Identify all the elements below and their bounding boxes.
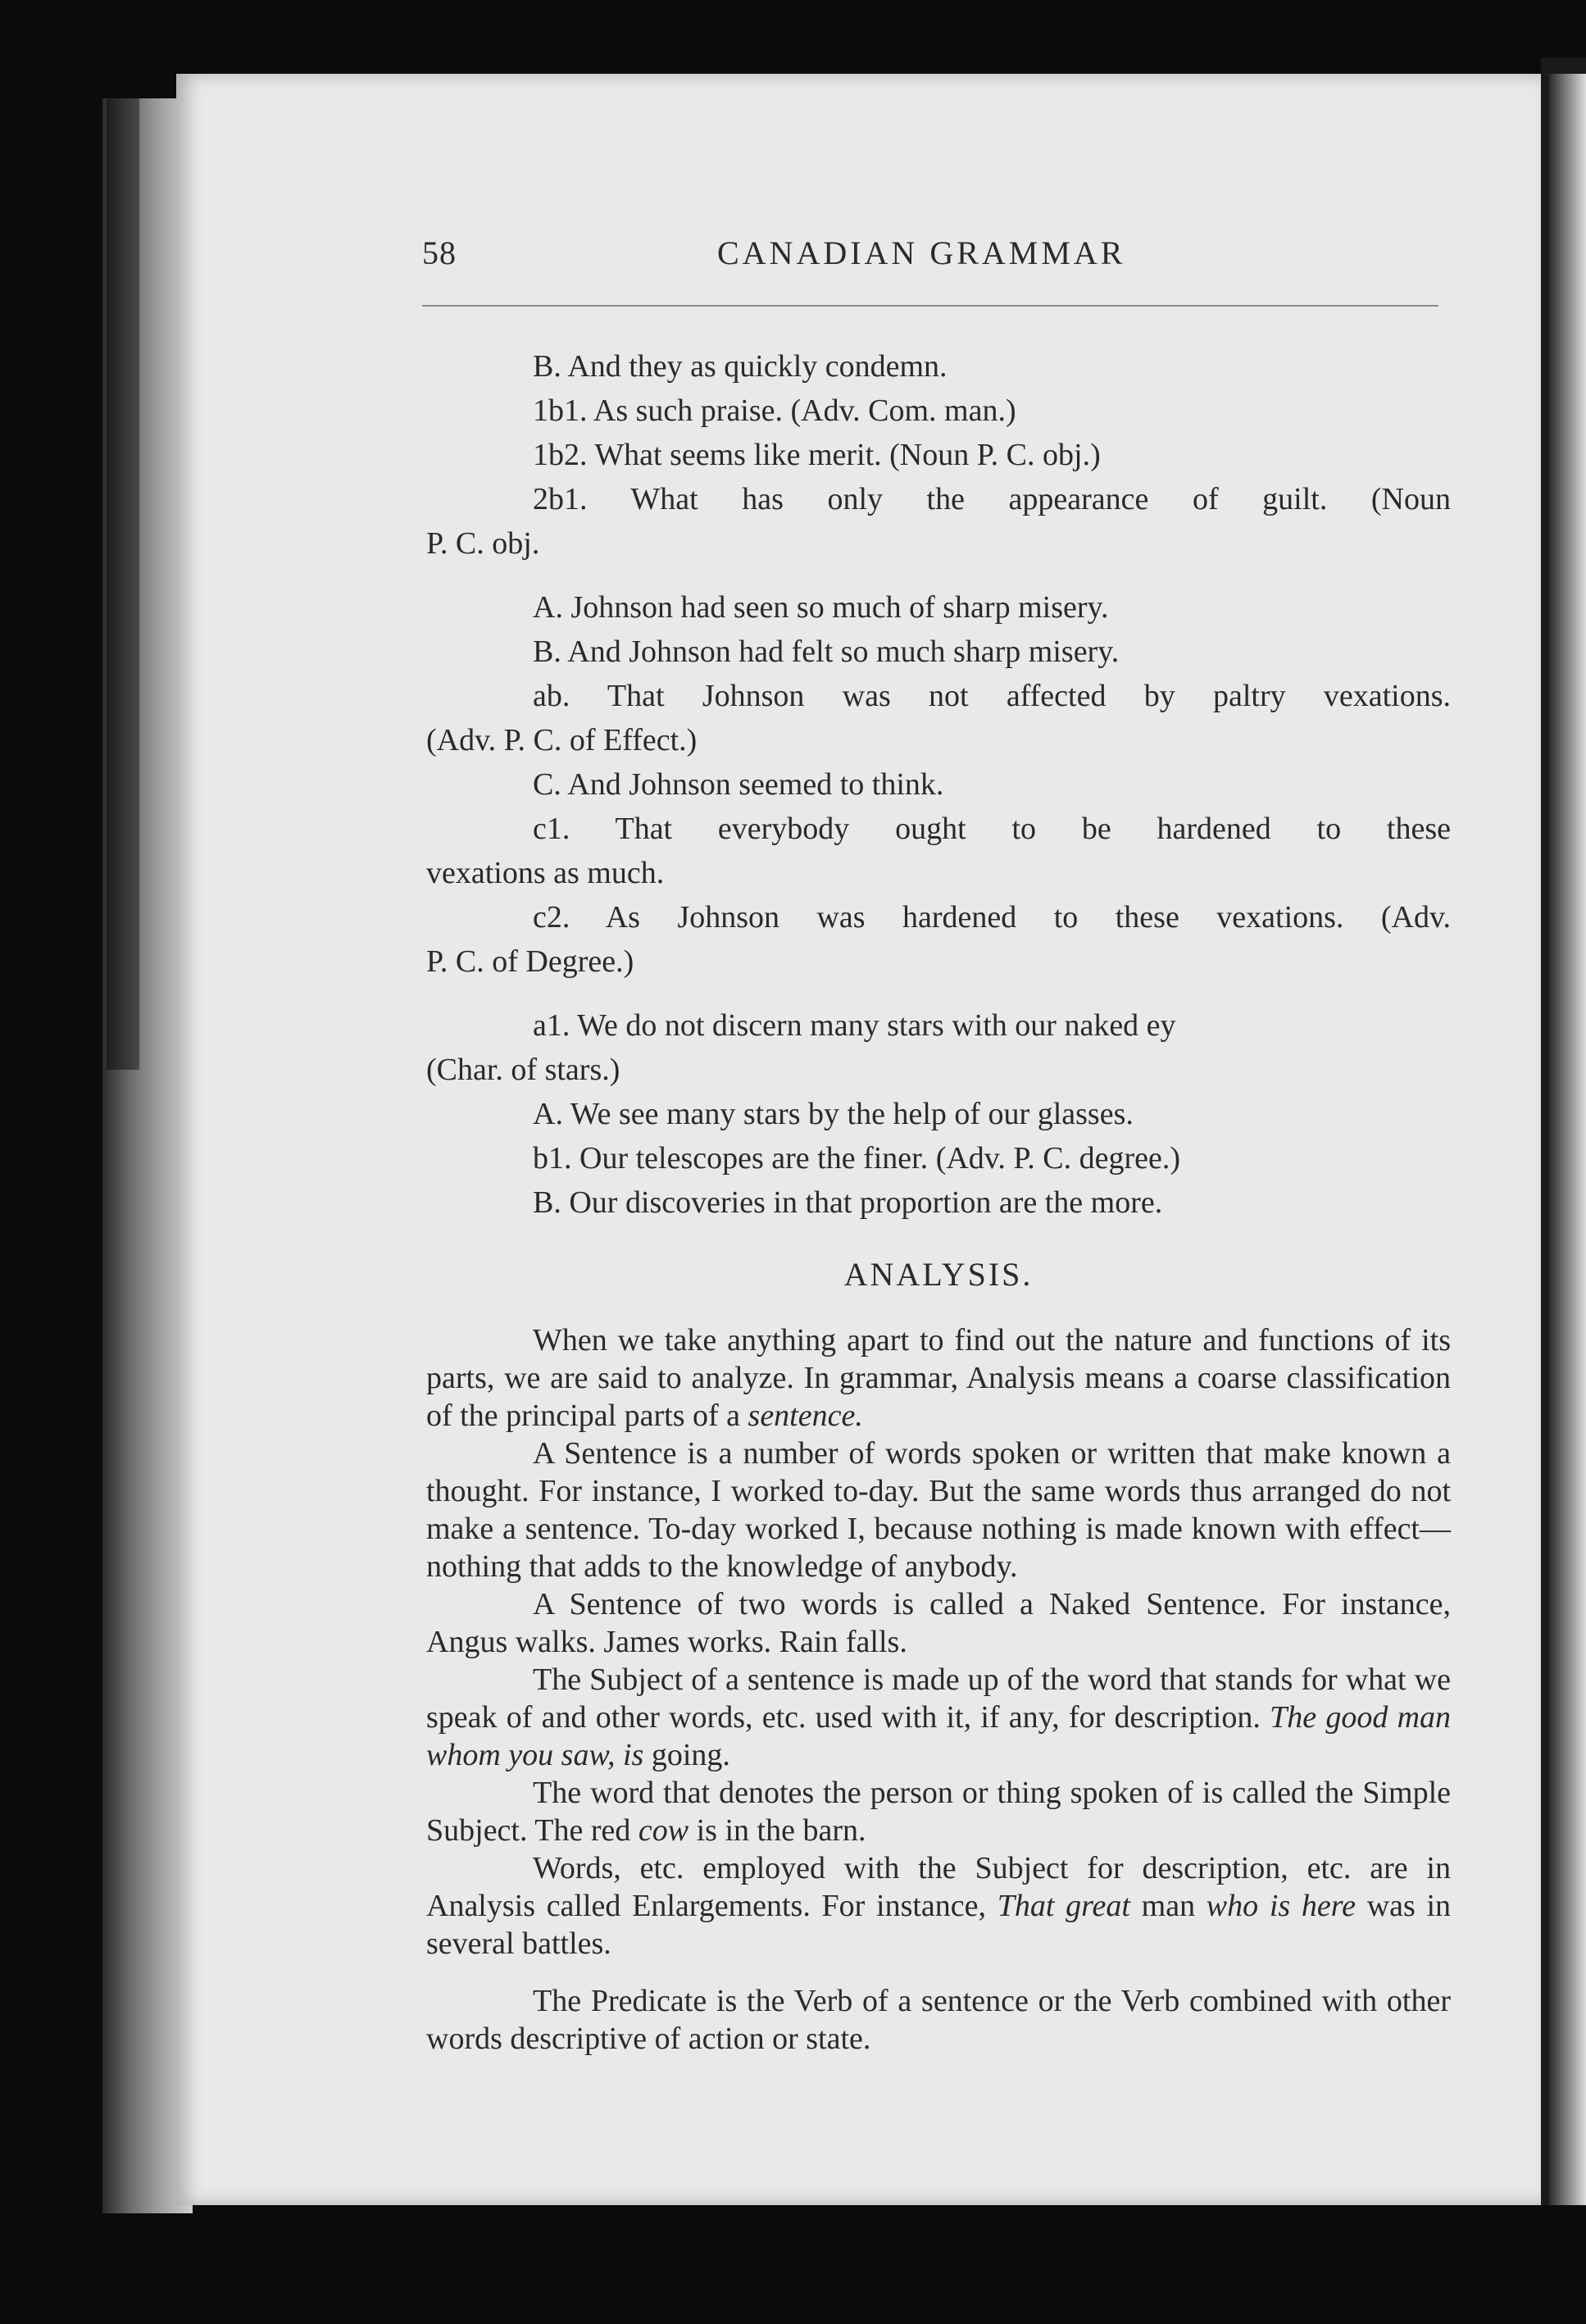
paragraph-text: was in several battles. [426,1889,1452,1961]
paragraph-text: going. [651,1738,730,1772]
text-line: 2b1. What has only the appearance of guilt. (Noun [533,482,1451,516]
book-spine-shadow [107,98,139,1070]
paragraph-text: When we take anything apart to find out the nature and functions of its parts, we are said to analyze. In grammar, Analysis means a coarse classification of the principal parts of a [426,1323,1451,1433]
next-page-edge [1549,74,1586,2205]
text-line: C. And Johnson seemed to think. [533,767,944,802]
paragraph [426,1585,1451,1661]
paragraph-text: is in the barn. [696,1813,866,1848]
paragraph-text: The Predicate is the Verb of a sentence or the Verb combined with other words descriptive of action or state. [426,1984,1451,2056]
paragraph [426,1982,1451,2058]
page-header [422,234,1438,283]
text-line: a1. We do not discern many stars with our naked ey [533,1008,1176,1043]
text-line: ab. That Johnson was not affected by paltry vexations. [533,679,1451,713]
paragraph-text: A Sentence of two words is called a Naked Sentence. For instance, Angus walks. James works. Rain falls. [426,1587,1451,1659]
text-line: (Char. of stars.) [426,1053,620,1087]
paragraph-text: man [1141,1889,1196,1923]
text-line: B. And they as quickly condemn. [533,349,948,384]
paragraph [426,1435,1451,1585]
spacer [426,984,1451,1003]
page-number: 58 [422,234,457,271]
paragraph [426,1849,1451,1962]
text-line: c2. As Johnson was hardened to these vexations. (Adv. [533,900,1451,935]
text-line: A. We see many stars by the help of our glasses. [533,1097,1134,1131]
text-line: (Adv. P. C. of Effect.) [426,723,698,757]
text-line: A. Johnson had seen so much of sharp misery. [533,590,1109,625]
text-line: b1. Our telescopes are the finer. (Adv. P. C. degree.) [533,1141,1181,1176]
spacer [426,566,1451,585]
spacer [426,1962,1451,1982]
header-rule [422,305,1438,307]
text-line: vexations as much. [426,856,665,890]
emphasis: cow [638,1813,689,1848]
text-line: 1b1. As such praise. (Adv. Com. man.) [533,393,1016,428]
text-line: B. Our discoveries in that proportion are the more. [533,1185,1163,1220]
paragraph-text: A Sentence is a number of words spoken or written that make known a thought. For instance, I worked to-day. But the same words thus arranged do not make a sentence. To-day worked I, because nothing is made known with effect—nothing that adds to the knowledge of anybody. [426,1436,1451,1584]
paragraph-text: Words, etc. employed with the Subject for description, etc. are in Analysis called Enlargements. For instance, [426,1851,1451,1923]
text-line: 1b2. What seems like merit. (Noun P. C. obj.) [533,438,1101,472]
text-line: P. C. of Degree.) [426,944,634,979]
analysis-section [426,1321,1451,2058]
page-body [426,344,1451,2058]
paragraph [426,1774,1451,1849]
text-line: c1. That everybody ought to be hardened to these [533,812,1451,846]
emphasis: sentence. [748,1398,863,1433]
emphasis: That great [997,1889,1130,1923]
text-line: P. C. obj. [426,526,540,561]
running-head: CANADIAN GRAMMAR [717,234,1126,271]
paragraph-text: The Subject of a sentence is made up of the word that stands for what we speak of and other words, etc. used with it, if any, for description. [426,1662,1451,1735]
paragraph [426,1321,1451,1435]
emphasis: The good man whom you saw, is [426,1700,1452,1772]
paragraph-text: The word that denotes the person or thing spoken of is called the Simple Subject. The red [426,1776,1451,1848]
text-line: B. And Johnson had felt so much sharp misery. [533,634,1120,669]
emphasis: who is here [1206,1889,1356,1923]
spacer [426,1225,1451,1244]
section-heading: ANALYSIS. [843,1256,1034,1293]
paragraph [426,1661,1451,1774]
